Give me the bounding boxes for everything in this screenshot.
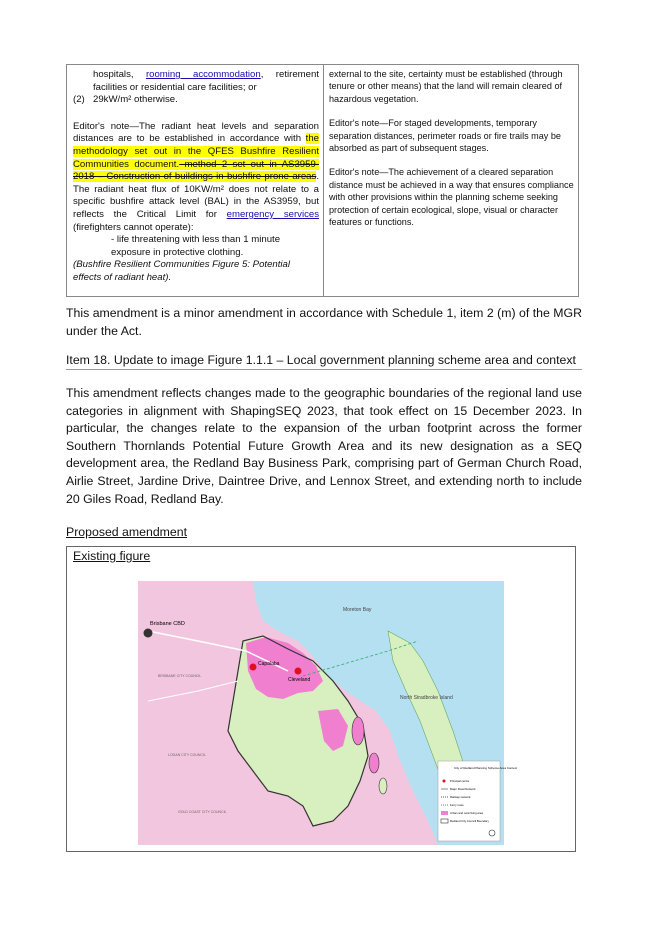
table-left-cell [73, 69, 319, 285]
bay-island-1 [352, 717, 364, 745]
radiant-effect-bullet: - life threatening with less than 1 minute exposure in protective clothing. [111, 234, 281, 258]
legend-item-3: Railway network [450, 795, 471, 799]
brisbane-cbd-marker [144, 629, 153, 638]
brisbane-council-label: BRISBANE CITY COUNCIL [158, 674, 202, 678]
gold-coast-council-label: GOLD COAST CITY COUNCIL [178, 810, 227, 814]
bay-island-2 [369, 753, 379, 773]
table-column-divider [323, 65, 324, 296]
amendment-description: This amendment reflects changes made to the geographic boundaries of the regional land use categories in alignment with ShapingSEQ 2023, that took effect on 15 December 2023. In particular, the changes relate to the expansion of the urban footprint across the former Southern Thornlands Potential Future Growth Area and its new designation as a SEQ development area, the Redland Bay Business Park, comprising part of German Church Road, Airlie Street, Jardine Drive, Daintree Drive, and Lennox Street, and extending north to include 20 Giles Road, Redland Bay. [66, 386, 582, 506]
minor-amendment-text: This amendment is a minor amendment in accordance with Schedule 1, item 2 (m) of the MGR under the Act. [66, 306, 582, 338]
existing-figure-box [66, 546, 576, 852]
legend-item-1: Principal centre [450, 779, 470, 783]
bay-island-3 [379, 778, 387, 794]
struck-text: method 2 set out in AS3959-2018 – Construction of buildings in bushfire prone areas [73, 158, 319, 183]
legend-item-5: Urban and rural living area [450, 811, 483, 815]
capalaba-marker [250, 664, 257, 671]
editors-note-staged: Editor's note—For staged developments, temporary separation distances, perimeter roads or fire trails may be absorbed as part of subsequent stages. [329, 118, 561, 154]
north-stradbroke-label: North Stradbroke Island [400, 695, 453, 701]
capalaba-label: Capalaba [258, 661, 280, 667]
proposed-amendment-heading: Proposed amendment [66, 525, 187, 539]
table-right-cell [329, 68, 575, 228]
separation-certainty-text: external to the site, certainty must be established (through tenure or other means) that the land will remain cleared of hazardous vegetation. [329, 69, 563, 104]
criteria-item-2: (2) 29kW/m² otherwise. [73, 94, 178, 106]
legend-centre-marker [443, 780, 446, 783]
editors-note-cleared-separation: Editor's note—The achievement of a cleared separation distance must be achieved in a way that ensures compliance with other provisions within the planning scheme seeking protection of certain ecological, slope, visual or character features or functions. [329, 167, 574, 228]
item-18-heading: Item 18. Update to image Figure 1.1.1 – Local government planning scheme area and context [66, 353, 582, 370]
logan-council-label: LOGAN CITY COUNCIL [168, 753, 206, 757]
planning-scheme-context-map [138, 581, 518, 845]
legend-item-6: Redland City Council Boundary [450, 819, 489, 823]
moreton-bay-label: Moreton Bay [343, 607, 372, 613]
legend-title: City of Redland Planning Scheme Area Context [454, 766, 518, 770]
editors-note-radiant-heat: Editor's note—The radiant heat levels and separation distances are to be established in accordance with the methodology set out in the QFES Bushfire Resilient Communities document. method 2 set out in AS3959-2018 – Construction of buildings in bushfire prone areas. The radiant heat flux of 10KW/m² does not relate to a specific bushfire attack level (BAL) in the AS3959, but reflects the Critical Limit for emergency services (firefighters cannot operate): [73, 120, 320, 233]
legend-urban-swatch [441, 811, 448, 815]
legend-item-2: Major Road Network [450, 787, 476, 791]
highlighted-text: the methodology set out in the QFES Bushfire Resilient Communities document. [73, 133, 319, 170]
legend-item-4: Ferry route [450, 803, 464, 807]
cleveland-label: Cleveland [288, 677, 311, 683]
bushfire-criteria-table [66, 64, 579, 297]
map-legend [438, 761, 500, 841]
cleveland-marker [295, 668, 302, 675]
emergency-services-link[interactable]: emergency services [226, 208, 320, 220]
rooming-accommodation-link[interactable]: rooming accommodation [145, 69, 261, 80]
figure-source-note: (Bushfire Resilient Communities Figure 5: Potential effects of radiant heat). [73, 259, 291, 283]
existing-figure-title: Existing figure [73, 549, 151, 563]
criteria-item-1: hospitals, rooming accommodation, retirement facilities or residential care facilities; or [93, 69, 319, 93]
brisbane-label: Brisbane CBD [150, 621, 185, 627]
